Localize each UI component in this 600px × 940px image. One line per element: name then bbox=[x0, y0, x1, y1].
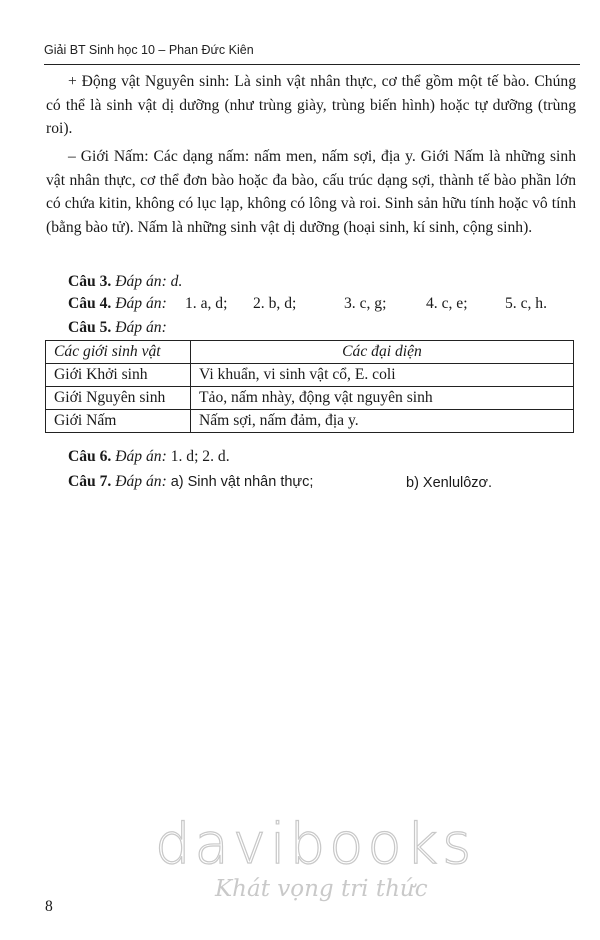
question-6 bbox=[68, 447, 230, 467]
table-cell-kingdom: Giới Nguyên sinh bbox=[46, 387, 191, 410]
watermark bbox=[155, 812, 476, 903]
question-6-answer-label: Đáp án: bbox=[115, 448, 167, 465]
question-5-label: Câu 5. bbox=[68, 319, 112, 336]
table-header-row bbox=[46, 341, 574, 364]
question-4-answer-1: 1. a, d; bbox=[185, 295, 228, 312]
table-cell-representatives: Nấm sợi, nấm đảm, địa y. bbox=[191, 410, 574, 433]
question-7-answer-label: Đáp án: bbox=[115, 473, 167, 490]
question-4 bbox=[68, 295, 568, 315]
kingdoms-table bbox=[45, 340, 574, 433]
page-number: 8 bbox=[45, 898, 53, 915]
question-4-label: Câu 4. bbox=[68, 295, 112, 312]
table-cell-kingdom: Giới Khởi sinh bbox=[46, 364, 191, 387]
table-cell-representatives: Vi khuẩn, vi sinh vật cổ, E. coli bbox=[191, 364, 574, 387]
question-6-answer: 1. d; 2. d. bbox=[170, 448, 230, 465]
question-4-answer-3: 3. c, g; bbox=[344, 295, 387, 312]
question-7-label: Câu 7. bbox=[68, 473, 112, 490]
paragraph-protozoa: + Động vật Nguyên sinh: Là sinh vật nhân thực, cơ thể gồm một tế bào. Chúng có thể là sinh vật dị dưỡng (như trùng giày, trùng biến hình) hoặc tự dưỡng (trùng roi). bbox=[46, 73, 576, 138]
question-3-answer-label: Đáp án: bbox=[115, 273, 167, 290]
question-5 bbox=[68, 318, 167, 338]
question-7-answer-b: b) Xenlulôzơ. bbox=[406, 475, 493, 491]
question-6-label: Câu 6. bbox=[68, 448, 112, 465]
table-cell-representatives: Tảo, nấm nhày, động vật nguyên sinh bbox=[191, 387, 574, 410]
question-7 bbox=[68, 472, 313, 492]
question-4-answer-4: 4. c, e; bbox=[426, 295, 468, 312]
question-3-label: Câu 3. bbox=[68, 273, 112, 290]
table-row bbox=[46, 387, 574, 410]
table-header-kingdom: Các giới sinh vật bbox=[46, 341, 191, 364]
running-header: Giải BT Sinh học 10 – Phan Đức Kiên bbox=[44, 43, 254, 57]
question-3 bbox=[68, 272, 182, 292]
watermark-slogan: Khát vọng tri thức bbox=[215, 876, 428, 902]
table-cell-kingdom: Giới Nấm bbox=[46, 410, 191, 433]
question-3-answer: d. bbox=[166, 273, 183, 290]
watermark-brand: davibooks bbox=[155, 812, 476, 877]
question-4-answer-2: 2. b, d; bbox=[253, 295, 297, 312]
table-header-representatives: Các đại diện bbox=[191, 341, 574, 364]
table-row bbox=[46, 364, 574, 387]
question-4-answer-label: Đáp án: bbox=[115, 295, 167, 312]
question-4-answer-5: 5. c, h. bbox=[505, 295, 548, 312]
paragraph-fungi: – Giới Nấm: Các dạng nấm: nấm men, nấm sợi, địa y. Giới Nấm là những sinh vật nhân thực, cơ thể đơn bào hoặc đa bào, cấu trúc dạng sợi, thành tế bào phần lớn có chứa kitin, không có lục lạp, không có lông và roi. Sinh sản hữu tính hoặc vô tính (bằng bào tử). Nấm là những sinh vật dị dưỡng (hoại sinh, kí sinh, cộng sinh). bbox=[46, 148, 576, 236]
question-5-answer-label: Đáp án: bbox=[115, 319, 167, 336]
table-row bbox=[46, 410, 574, 433]
question-7-answer-a: a) Sinh vật nhân thực; bbox=[170, 474, 314, 490]
header-divider bbox=[44, 64, 580, 65]
